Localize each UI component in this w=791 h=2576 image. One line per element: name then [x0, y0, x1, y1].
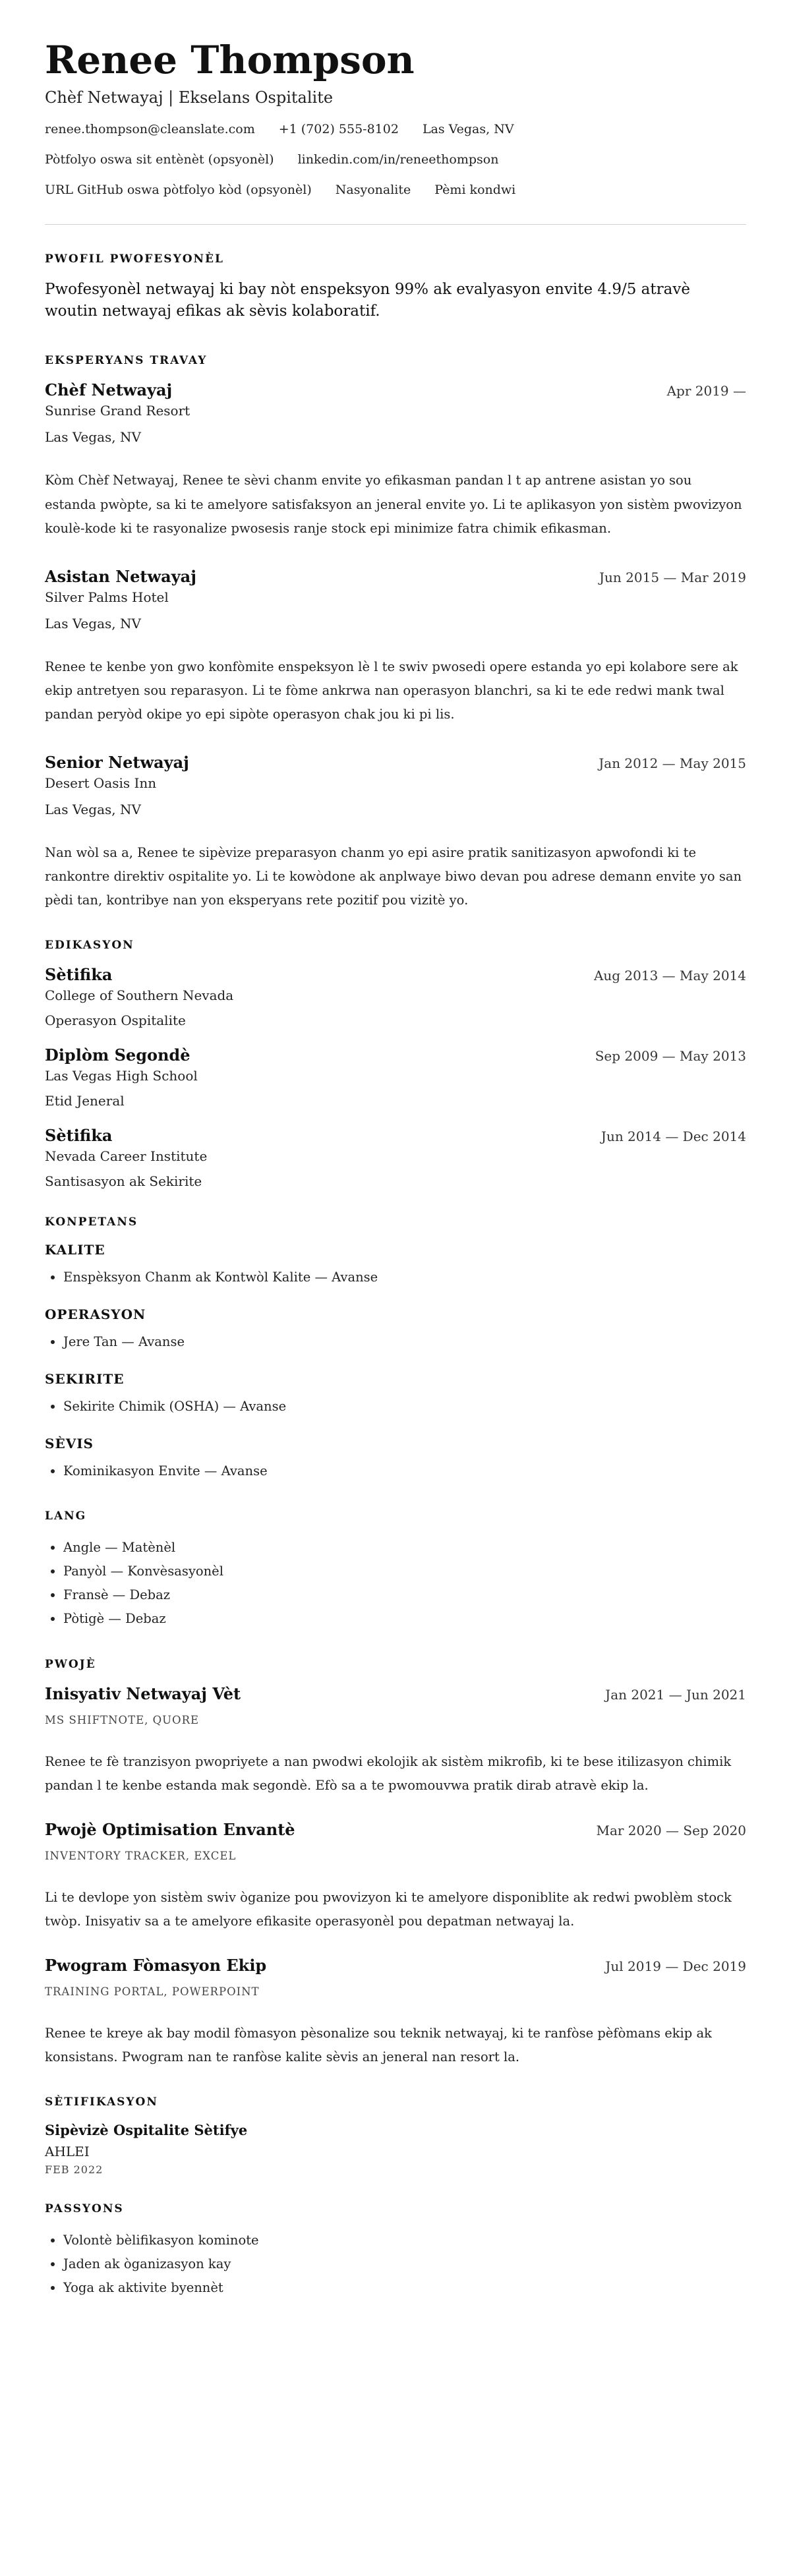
contact-phone[interactable]: +1 (702) 555-8102 [278, 121, 399, 136]
project-entry [45, 1820, 746, 1933]
job-title: Chèf Netwayaj [45, 380, 173, 400]
projects-title: PWOJÈ [45, 1657, 96, 1671]
skill-category: OPERASYON [45, 1306, 146, 1323]
project-dates: Mar 2020 — Sep 2020 [596, 1822, 746, 1838]
certifications-title: SÈTIFIKASYON [45, 2095, 158, 2109]
skill-category: KALITE [45, 1242, 105, 1258]
project-entry [45, 1684, 746, 1798]
school-name: Nevada Career Institute [45, 1148, 208, 1165]
project-description: Renee te kreye ak bay modil fòmasyon pèsonalize sou teknik netwayaj, ki te ranfòse pèfòmans ekip ak konsistans. Pwogram nan te ranfòse kalite sèvis an jeneral nan resort la. [45, 2025, 712, 2064]
skill-group [45, 1371, 746, 1419]
language-item: • Angle — Matènèl [63, 1536, 746, 1560]
project-tech: INVENTORY TRACKER, EXCEL [45, 1849, 237, 1862]
experience-entry [45, 380, 746, 540]
hobby-item: • Jaden ak òganizasyon kay [63, 2252, 746, 2276]
candidate-name: Renee Thompson [45, 38, 415, 82]
job-description: Nan wòl sa a, Renee te sipèvize preparasyon chanm yo epi asire pratik sanitizasyon apwofondi ki te rankontre direktiv ospitalite yo. Li te kowòdone ak anplwaye biwo devan pou adrese demann envite yo san pèdi tan, kontribye nan yon eksperyans rete pozitif pou vizitè yo. [45, 844, 742, 908]
job-company: Sunrise Grand Resort [45, 403, 190, 419]
job-company: Desert Oasis Inn [45, 775, 157, 791]
hobbies-section [45, 2202, 746, 2300]
hobby-item: • Yoga ak aktivite byennèt [63, 2276, 746, 2300]
languages-section [45, 1509, 746, 1631]
languages-title: LANG [45, 1509, 87, 1523]
skill-list [45, 1459, 746, 1483]
summary-title: PWOFIL PWOFESYONÈL [45, 252, 224, 266]
header-divider [45, 224, 746, 225]
skill-list [45, 1395, 746, 1419]
job-title: Asistan Netwayaj [45, 566, 196, 586]
contact-github[interactable]: URL GitHub oswa pòtfolyo kòd (opsyonèl) [45, 182, 312, 197]
certification-date: FEB 2022 [45, 2163, 103, 2176]
degree-title: Sètifika [45, 1126, 113, 1146]
education-entry [45, 1126, 746, 1189]
school-name: Las Vegas High School [45, 1068, 198, 1084]
contact-license: Pèmi kondwi [434, 182, 516, 197]
hobbies-title: PASSYONS [45, 2202, 124, 2215]
skill-item: • Kominikasyon Envite — Avanse [63, 1459, 746, 1483]
education-dates: Aug 2013 — May 2014 [593, 968, 746, 984]
project-dates: Jul 2019 — Dec 2019 [605, 1958, 746, 1974]
certification-name: Sipèvizè Ospitalite Sètifye [45, 2121, 248, 2138]
job-location: Las Vegas, NV [45, 615, 141, 631]
summary-text: Pwofesyonèl netwayaj ki bay nòt enspeksyon 99% ak evalyasyon envite 4.9/5 atravè woutin netwayaj efikas ak sèvis kolaboratif. [45, 280, 690, 320]
skill-group [45, 1436, 746, 1483]
job-dates: Jan 2012 — May 2015 [599, 755, 746, 771]
projects-section [45, 1658, 746, 2069]
certification-entry [45, 2122, 746, 2176]
education-section [45, 939, 746, 1189]
skill-item: • Enspèksyon Chanm ak Kontwòl Kalite — Avanse [63, 1266, 746, 1289]
project-tech: MS SHIFTNOTE, QUORE [45, 1713, 200, 1726]
experience-entry [45, 567, 746, 726]
summary-section [45, 252, 746, 323]
education-entry [45, 1045, 746, 1109]
certifications-section [45, 2095, 746, 2176]
skill-group [45, 1242, 746, 1289]
field-of-study: Santisasyon ak Sekirite [45, 1173, 202, 1190]
skills-section [45, 1215, 746, 1483]
school-name: College of Southern Nevada [45, 987, 234, 1004]
experience-title: EKSPERYANS TRAVAY [45, 354, 208, 368]
skill-group [45, 1306, 746, 1354]
job-title: Senior Netwayaj [45, 752, 189, 772]
language-item: • Panyòl — Konvèsasyonèl [63, 1560, 746, 1583]
hobby-item: • Volontè bèlifikasyon kominote [63, 2229, 746, 2252]
project-entry [45, 1956, 746, 2069]
job-dates: Apr 2019 — [666, 383, 746, 399]
degree-title: Sètifika [45, 965, 113, 985]
project-name: Pwojè Optimisation Envantè [45, 1819, 295, 1839]
skill-category: SEKIRITE [45, 1371, 125, 1388]
job-location: Las Vegas, NV [45, 429, 141, 446]
project-dates: Jan 2021 — Jun 2021 [605, 1686, 746, 1703]
education-dates: Jun 2014 — Dec 2014 [601, 1128, 746, 1145]
experience-entry [45, 753, 746, 912]
resume-header [45, 40, 746, 198]
job-location: Las Vegas, NV [45, 801, 141, 817]
contact-linkedin[interactable]: linkedin.com/in/reneethompson [297, 152, 499, 167]
contact-email[interactable]: renee.thompson@cleanslate.com [45, 121, 255, 136]
certification-issuer: AHLEI [45, 2143, 90, 2159]
contact-info [45, 121, 638, 198]
skill-category: SÈVIS [45, 1436, 94, 1452]
skills-title: KONPETANS [45, 1215, 138, 1229]
job-description: Kòm Chèf Netwayaj, Renee te sèvi chanm envite yo efikasman pandan l t ap antrene asistan yo sou estanda pwòpte, sa ki te amelyore satisfaksyon an jeneral envite yo. Li te aplikasyon yon sistèm pwovizyon koulè-kode ki te rasyonalize pwosesis ranje stock epi minimize fatra chimik efikasman. [45, 473, 742, 536]
job-description: Renee te kenbe yon gwo konfòmite enspeksyon lè l te swiv pwosedi opere estanda yo epi kolabore sere ak ekip antretyen sou reparasyon. Li te fòme ankrwa nan operasyon blanchri, sa ki te ede redwi mank twal pandan peryòd okipe yo epi sipòte operasyon chak jou ki pi lis. [45, 659, 738, 722]
field-of-study: Operasyon Ospitalite [45, 1012, 186, 1029]
language-item: • Fransè — Debaz [63, 1583, 746, 1607]
job-company: Silver Palms Hotel [45, 589, 169, 605]
job-dates: Jun 2015 — Mar 2019 [599, 569, 746, 585]
skill-item: • Jere Tan — Avanse [63, 1330, 746, 1354]
project-description: Renee te fè tranzisyon pwopriyete a nan pwodwi ekolojik ak sistèm mikrofib, ki te bese itilizasyon chimik pandan l te kenbe estanda mak segondè. Efò sa a te pwomouvwa pratik dirab atravè ekip la. [45, 1753, 732, 1793]
candidate-headline: Chèf Netwayaj | Ekselans Ospitalite [45, 88, 334, 107]
field-of-study: Etid Jeneral [45, 1093, 125, 1109]
hobby-list [45, 2229, 746, 2300]
education-entry [45, 965, 746, 1028]
education-dates: Sep 2009 — May 2013 [595, 1048, 746, 1065]
contact-location: Las Vegas, NV [422, 121, 514, 136]
project-description: Li te devlope yon sistèm swiv òganize pou pwovizyon ki te amelyore disponiblite ak redwi pwoblèm stock twòp. Inisyativ sa a te amelyore efikasite operasyonèl pou depatman netwayaj la. [45, 1889, 732, 1929]
degree-title: Diplòm Segondè [45, 1045, 190, 1065]
experience-section [45, 354, 746, 912]
contact-portfolio[interactable]: Pòtfolyo oswa sit entènèt (opsyonèl) [45, 152, 274, 167]
skill-item: • Sekirite Chimik (OSHA) — Avanse [63, 1395, 746, 1419]
project-tech: TRAINING PORTAL, POWERPOINT [45, 1985, 260, 1998]
contact-nationality: Nasyonalite [335, 182, 411, 197]
education-title: EDIKASYON [45, 939, 134, 952]
project-name: Inisyativ Netwayaj Vèt [45, 1683, 241, 1703]
skill-list [45, 1330, 746, 1354]
language-item: • Pòtigè — Debaz [63, 1607, 746, 1631]
project-name: Pwogram Fòmasyon Ekip [45, 1955, 267, 1975]
language-list [45, 1536, 746, 1631]
skill-list [45, 1266, 746, 1289]
